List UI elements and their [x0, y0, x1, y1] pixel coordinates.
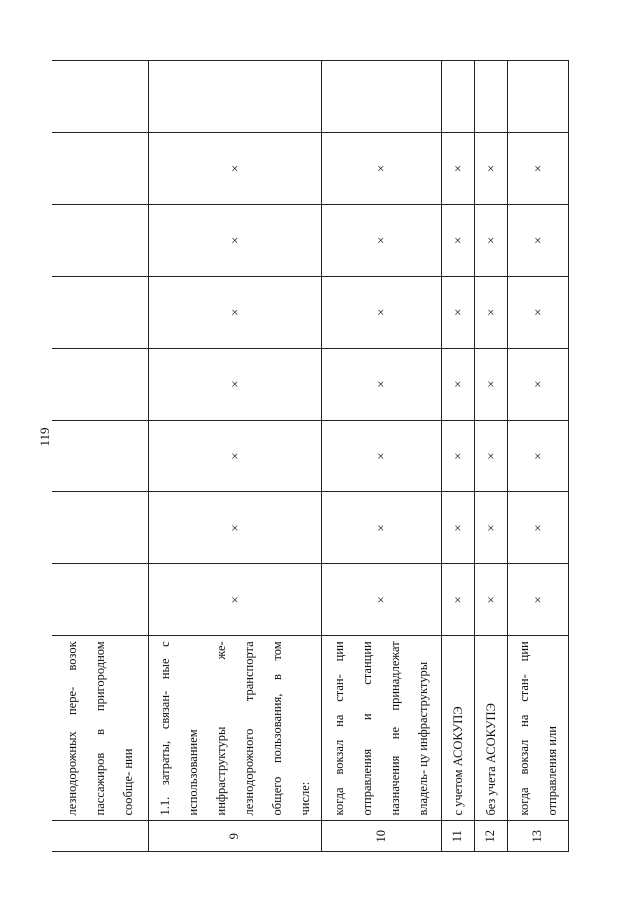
row-description: с учетом АСОКУПЭ	[441, 636, 474, 821]
row-number	[52, 821, 148, 852]
cost-table-body	[52, 61, 568, 852]
mark-cell: ×	[441, 132, 474, 204]
mark-cell: ×	[321, 348, 441, 420]
mark-cell	[148, 61, 321, 133]
row-number: 12	[474, 821, 507, 852]
table-row	[441, 61, 474, 852]
mark-cell: ×	[507, 276, 568, 348]
row-number: 13	[507, 821, 568, 852]
table-row	[321, 61, 441, 852]
mark-cell: ×	[321, 204, 441, 276]
mark-cell: ×	[441, 276, 474, 348]
mark-cell: ×	[474, 492, 507, 564]
mark-cell: ×	[148, 564, 321, 636]
mark-cell: ×	[148, 204, 321, 276]
mark-cell: ×	[321, 276, 441, 348]
mark-cell: ×	[441, 204, 474, 276]
mark-cell: ×	[507, 348, 568, 420]
mark-cell	[52, 492, 148, 564]
mark-cell: ×	[474, 276, 507, 348]
table-row	[474, 61, 507, 852]
table-row	[148, 61, 321, 852]
mark-cell	[321, 61, 441, 133]
mark-cell: ×	[474, 348, 507, 420]
row-number: 9	[148, 821, 321, 852]
mark-cell: ×	[148, 132, 321, 204]
mark-cell: ×	[507, 492, 568, 564]
row-description: без учета АСОКУПЭ	[474, 636, 507, 821]
mark-cell	[52, 564, 148, 636]
table-row	[52, 61, 148, 852]
mark-cell: ×	[148, 348, 321, 420]
mark-cell: ×	[321, 132, 441, 204]
mark-cell: ×	[321, 492, 441, 564]
mark-cell: ×	[474, 204, 507, 276]
mark-cell: ×	[148, 276, 321, 348]
mark-cell	[52, 61, 148, 133]
mark-cell: ×	[441, 420, 474, 492]
mark-cell: ×	[441, 492, 474, 564]
mark-cell: ×	[321, 420, 441, 492]
row-description: когда вокзал на стан- ции отправления или	[507, 636, 568, 821]
row-number: 10	[321, 821, 441, 852]
row-description: лезнодорожных пере- возок пассажиров в пригородном сообще- нии	[52, 636, 148, 821]
mark-cell	[507, 61, 568, 133]
cost-table	[52, 60, 569, 852]
cost-table-rotated	[52, 60, 559, 852]
mark-cell: ×	[507, 204, 568, 276]
mark-cell	[52, 420, 148, 492]
mark-cell: ×	[474, 132, 507, 204]
mark-cell	[52, 204, 148, 276]
table-row	[507, 61, 568, 852]
mark-cell: ×	[507, 564, 568, 636]
page-number: 119	[37, 427, 52, 447]
row-description: когда вокзал на стан- ции отправления и станции назначения не принадлежат владель- цу инфраструктуры	[321, 636, 441, 821]
row-number: 11	[441, 821, 474, 852]
mark-cell: ×	[474, 564, 507, 636]
mark-cell: ×	[507, 420, 568, 492]
mark-cell: ×	[474, 420, 507, 492]
mark-cell: ×	[441, 348, 474, 420]
mark-cell	[441, 61, 474, 133]
mark-cell: ×	[148, 492, 321, 564]
mark-cell: ×	[441, 564, 474, 636]
mark-cell	[52, 132, 148, 204]
mark-cell	[52, 276, 148, 348]
row-description: 1.1. затраты, связан- ные с использованием инфраструктуры же- лезнодорожного транспорта общего пользования, в том числе:	[148, 636, 321, 821]
mark-cell: ×	[321, 564, 441, 636]
mark-cell: ×	[148, 420, 321, 492]
mark-cell: ×	[507, 132, 568, 204]
mark-cell	[52, 348, 148, 420]
mark-cell	[474, 61, 507, 133]
